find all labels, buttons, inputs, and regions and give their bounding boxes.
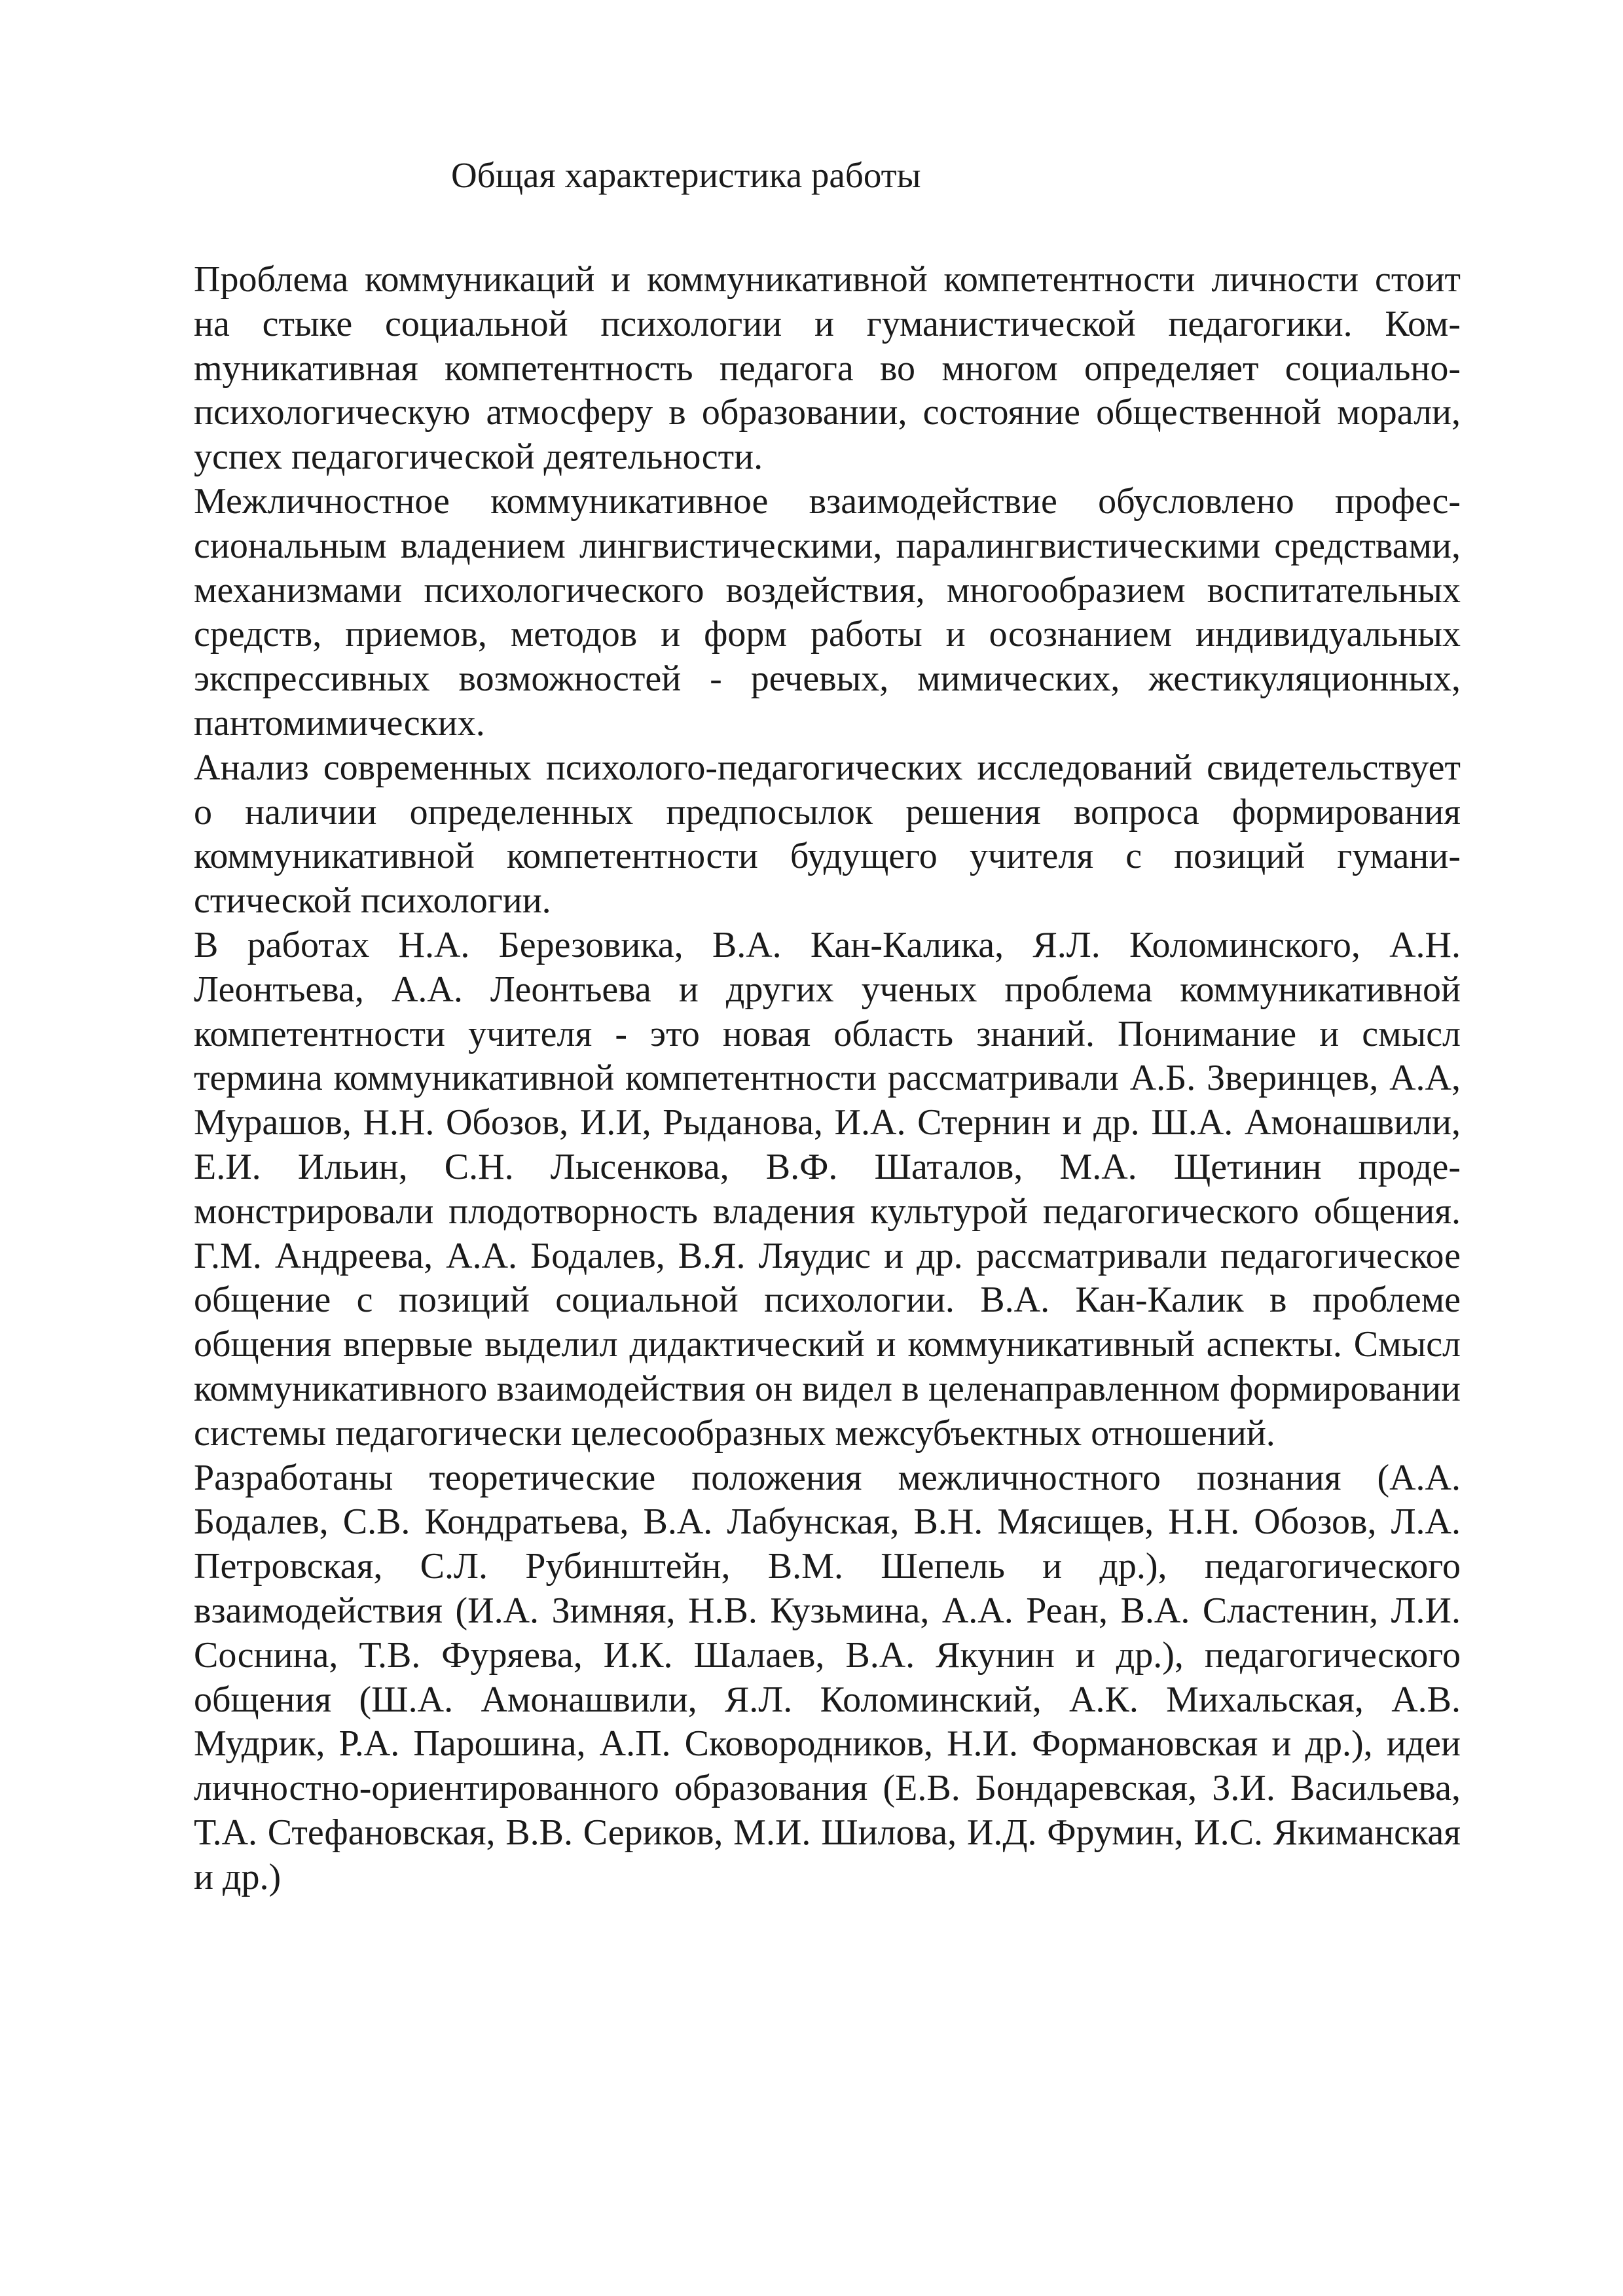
paragraph: Межличностное коммуникативное взаимодействие обусловлено профессиональным владением лингвистическими, паралингвистическими средствами, механизмами психологического воздействия, многообразием воспитательных средств, приемов, методов и форм работы и осознанием индивидуальных экспрессивных возможностей - речевых, мимических, жестикуляционных, пантомимических. [194, 480, 1461, 744]
document-title: Общая характеристика работы [451, 155, 921, 195]
document-body [194, 258, 1461, 1899]
paragraph: Анализ современных психолого-педагогических исследований свидетельствует о наличии определенных предпосылок решения вопроса формирования коммуникативной компетентности будущего учителя с позиций гуманистической психологии. [194, 747, 1461, 922]
paragraph: В работах Н.А. Березовика, В.А. Кан-Калика, Я.Л. Коломинского, А.Н. Леонтьева, А.А. Леонтьева и других ученых проблема коммуникативной компетентности учителя - это новая область знаний. Понимание и смысл термина коммуникативной компетентности рассматривали А.Б. Зверинцев, А.А, Мурашов, Н.Н. Обозов, И.И, Рыданова, И.А. Стернин и др. Ш.А. Амонашвили, Е.И. Ильин, С.Н. Лысенкова, В.Ф. Шаталов, М.А. Щетинин продемонстрировали плодотворность владения культурой педагогического общения. Г.М. Андреева, А.А. Бодалев, В.Я. Ляудис и др. рассматривали педагогическое общение с позиций социальной психологии. В.А. Кан-Калик в проблеме общения впервые выделил дидактический и коммуникативный аспекты. Смысл коммуникативного взаимодействия он видел в целенаправленном формировании системы педагогически целесообразных межсубъектных отношений. [194, 924, 1461, 1454]
paragraph: Проблема коммуникаций и коммуникативной компетентности личности стоит на стыке социальной психологии и гуманистической педагогики. Комmуникативная компетентность педагога во многом определяет социально-психологическую атмосферу в образовании, состояние общественной морали, успех педагогической деятельности. [194, 259, 1461, 478]
paragraph: Разработаны теоретические положения межличностного познания (А.А. Бодалев, С.В. Кондратьева, В.А. Лабунская, В.Н. Мясищев, Н.Н. Обозов, Л.А. Петровская, С.Л. Рубинштейн, В.М. Шепель и др.), педагогического взаимодействия (И.А. Зимняя, Н.В. Кузьмина, А.А. Реан, В.А. Сластенин, Л.И. Соснина, Т.В. Фуряева, И.К. Шалаев, В.А. Якунин и др.), педагогического общения (Ш.А. Амонашвили, Я.Л. Коломинский, А.К. Михальская, А.В. Мудрик, Р.А. Парошина, А.П. Сковородников, Н.И. Формановская и др.), идеи личностно-ориентированного образования (Е.В. Бондаревская, З.И. Васильева, Т.А. Стефановская, В.В. Сериков, М.И. Шилова, И.Д. Фрумин, И.С. Якиманская и др.) [194, 1457, 1461, 1897]
